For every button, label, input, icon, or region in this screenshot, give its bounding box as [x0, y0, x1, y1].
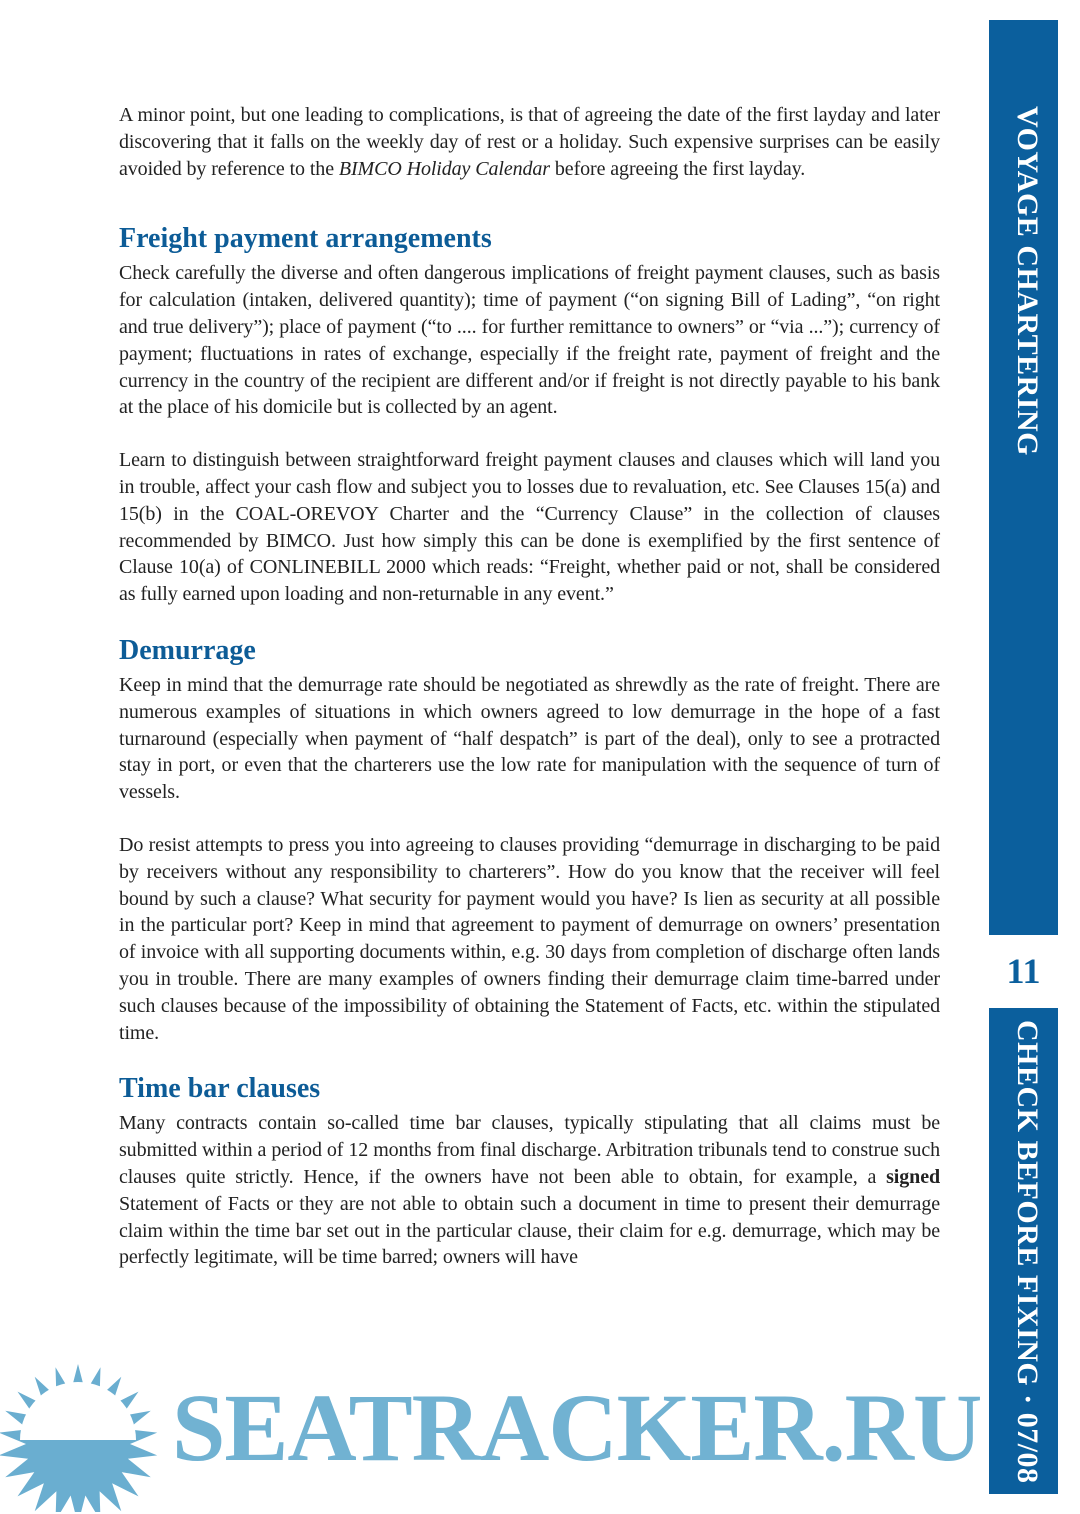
- section-heading-demurrage: Demurrage: [119, 634, 256, 666]
- chapter-label: VOYAGE CHARTERING: [1010, 106, 1044, 456]
- section-label: CHECK BEFORE FIXING · 07/08: [1010, 1020, 1044, 1484]
- calendar-title: BIMCO Holiday Calendar: [338, 157, 550, 180]
- page-number: 11: [1006, 951, 1041, 991]
- emphasis: signed: [886, 1165, 940, 1188]
- section-heading-time-bar: Time bar clauses: [119, 1073, 321, 1105]
- text: Many contracts contain so-called time bar clauses, typically stipulating that all claims must be submitted within a period of 12 months from final discharge. Arbitration tribunals tend to construe such clauses quite strictly. Hence, if the owners have not been able to obtain, for example, a: [119, 1112, 940, 1188]
- sidebar-section-band: [989, 1008, 1058, 1494]
- sidebar-chapter-band: [989, 20, 1058, 935]
- section-heading-freight: Freight payment arrangements: [119, 223, 492, 255]
- main-text-column: [119, 102, 940, 1297]
- intro-paragraph: [119, 102, 940, 182]
- text: before agreeing the first layday.: [550, 157, 806, 180]
- text: A minor point, but one leading to complications, is that of agreeing the date of the first layday and later discovering that it falls on the weekly day of rest or a holiday. Such expensive surprises can be easily avoided by reference to the: [119, 104, 940, 180]
- watermark-text: SEATRACKER.RU: [172, 1374, 982, 1481]
- text: Statement of Facts or they are not able to obtain such a document in time to present their demurrage claim within the time bar set out in the particular clause, their claim for e.g. demurrage, which may be perfectly legitimate, will be time barred; owners will have: [119, 1192, 940, 1269]
- paragraph: Do resist attempts to press you into agreeing to clauses providing “demurrage in discharging to be paid by receivers without any responsibility to charterers”. How do you know that the receiver will feel bound by such a clause? What security for payment would you have? Is lien as security at all possible in the particular port? Keep in mind that agreement to payment of demurrage on owners’ presentation of invoice with all supporting documents within, e.g. 30 days from completion of discharge often lands you in trouble. There are many examples of owners finding their demurrage claim time-barred under such clauses because of the impossibility of obtaining the Statement of Facts, etc. within the stipulated time.: [119, 833, 940, 1044]
- paragraph: Keep in mind that the demurrage rate should be negotiated as shrewdly as the rate of freight. There are numerous examples of situations in which owners agreed to low demurrage in the hope of a fast turnaround (especially when payment of “half despatch” is part of the deal), only to see a protracted stay in port, or even that the charterers use the low rate for manipulation with the sequence of turn of vessels.: [119, 673, 940, 804]
- paragraph: [119, 1110, 940, 1271]
- paragraph: Check carefully the diverse and often dangerous implications of freight payment clauses, such as basis for calculation (intaken, delivered quantity); time of payment (“on signing Bill of Lading”, “on right and true delivery”); place of payment (“to .... for further remittance to owners” or “via ...”); currency of payment; fluctuations in rates of exchange, especially if the freight rate, payment of freight and the currency in the country of the recipient are different and/or if freight is not directly payable to his bank at the place of his domicile but is collected by an agent.: [119, 262, 940, 419]
- paragraph: Learn to distinguish between straightforward freight payment clauses and clauses which will land you in trouble, affect your cash flow and subject you to losses due to revaluation, etc. See Clauses 15(a) and 15(b) in the COAL-OREVOY Charter and the “Currency Clause” in the collection of clauses recommended by BIMCO. Just how simply this can be done is exemplified by the first sentence of Clause 10(a) of CONLINEBILL 2000 which reads: “Freight, whether paid or not, shall be considered as fully earned upon loading and non-returnable in any event.”: [119, 449, 940, 606]
